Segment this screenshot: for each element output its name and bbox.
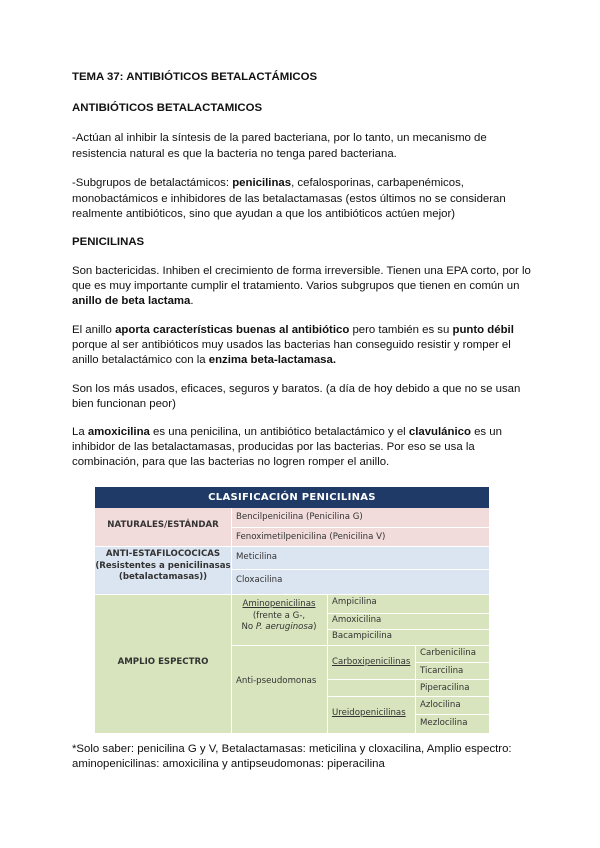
carboxipenicilina-item: Carbenicilina: [420, 648, 476, 658]
paragraph-line: Son bactericidas. Inhiben el crecimiento de forma irreversible. Tienen una EPA corto, por lo: [72, 265, 531, 277]
note-line: *Solo saber: penicilina G y V, Betalactamasas: meticilina y cloxacilina, Amplio espectro:: [72, 743, 512, 755]
paragraph-line: Son los más usados, eficaces, seguros y baratos. (a día de hoy debido a que no se usan: [72, 383, 521, 395]
paragraph-line: -Subgrupos de betalactámicos: penicilinas, cefalosporinas, carbapenémicos,: [72, 177, 464, 189]
naturales-label: NATURALES/ESTÁNDAR: [107, 520, 219, 530]
anti-pseudomonas-label: Anti-pseudomonas: [236, 676, 317, 686]
paragraph-line: El anillo aporta características buenas al antibiótico pero también es su punto débil: [72, 324, 514, 336]
anti-label: ANTI-ESTAFILOCOCICAS (Resistentes a penicilinasas (betalactamasas)): [95, 549, 231, 582]
section-heading-penicilinas: PENICILINAS: [72, 236, 145, 248]
paragraph-line: porque al ser antibióticos muy usados las bacterias han conseguido resistir y romper el: [72, 339, 511, 351]
aminopenicilina-item: Amoxicilina: [332, 615, 382, 625]
paragraph-line: bien funcionan peor): [72, 398, 176, 410]
paragraph-line: monobactámicos e inhibidores de las betalactamasas (estos últimos no se consideran: [72, 193, 506, 205]
ureidopenicilinas-label: Ureidopenicilinas: [332, 708, 406, 718]
naturales-item: Fenoximetilpenicilina (Penicilina V): [236, 532, 386, 542]
paragraph-line: realmente antibióticos, sino que ayudan a que los antibióticos actúen mejor): [72, 208, 456, 220]
piperacilina-item: Piperacilina: [420, 683, 470, 693]
naturales-item: Bencilpenicilina (Penicilina G): [236, 512, 363, 522]
paragraph-line: -Actúan al inhibir la síntesis de la pared bacteriana, por lo tanto, un mecanismo de: [72, 132, 487, 144]
aminopenicilina-item: Ampicilina: [332, 597, 377, 607]
aminopenicilina-item: Bacampicilina: [332, 631, 392, 641]
carboxipenicilina-item: Ticarcilina: [420, 666, 464, 676]
ureidopenicilina-item: Mezlocilina: [420, 718, 468, 728]
paragraph-line: anillo betalactámico con la enzima beta-lactamasa.: [72, 354, 337, 366]
carboxipenicilinas-label: Carboxipenicilinas: [332, 657, 411, 667]
paragraph-line: La amoxicilina es una penicilina, un antibiótico betalactámico y el clavulánico es un: [72, 426, 502, 438]
ureidopenicilina-item: Azlocilina: [420, 700, 461, 710]
paragraph-line: combinación, para que las bacterias no logren romper el anillo.: [72, 456, 390, 468]
paragraph-line: anillo de beta lactama.: [72, 295, 194, 307]
aminopenicilinas-label: Aminopenicilinas (frente a G-, No P. aeruginosa): [241, 599, 317, 632]
anti-item: Meticilina: [236, 552, 278, 562]
section-heading-antibioticos: ANTIBIÓTICOS BETALACTAMICOS: [72, 102, 263, 114]
paragraph-line: inhibidor de las betalactamasas, producidas por las bacterias. Por eso se usa la: [72, 441, 475, 453]
amplio-label: AMPLIO ESPECTRO: [117, 657, 209, 667]
note-line: aminopenicilinas: amoxicilina y antipseudomonas: piperacilina: [72, 758, 385, 770]
page-title: TEMA 37: ANTIBIÓTICOS BETALACTÁMICOS: [72, 71, 318, 83]
table-header: CLASIFICACIÓN PENICILINAS: [95, 487, 489, 508]
paragraph-line: resistencia natural es que la bacteria no tenga pared bacteriana.: [72, 148, 397, 160]
anti-item: Cloxacilina: [236, 575, 283, 585]
classification-table: [95, 487, 489, 733]
paragraph-line: que es muy importante cumplir el tratamiento. Varios subgrupos que tienen en común un: [72, 280, 520, 292]
